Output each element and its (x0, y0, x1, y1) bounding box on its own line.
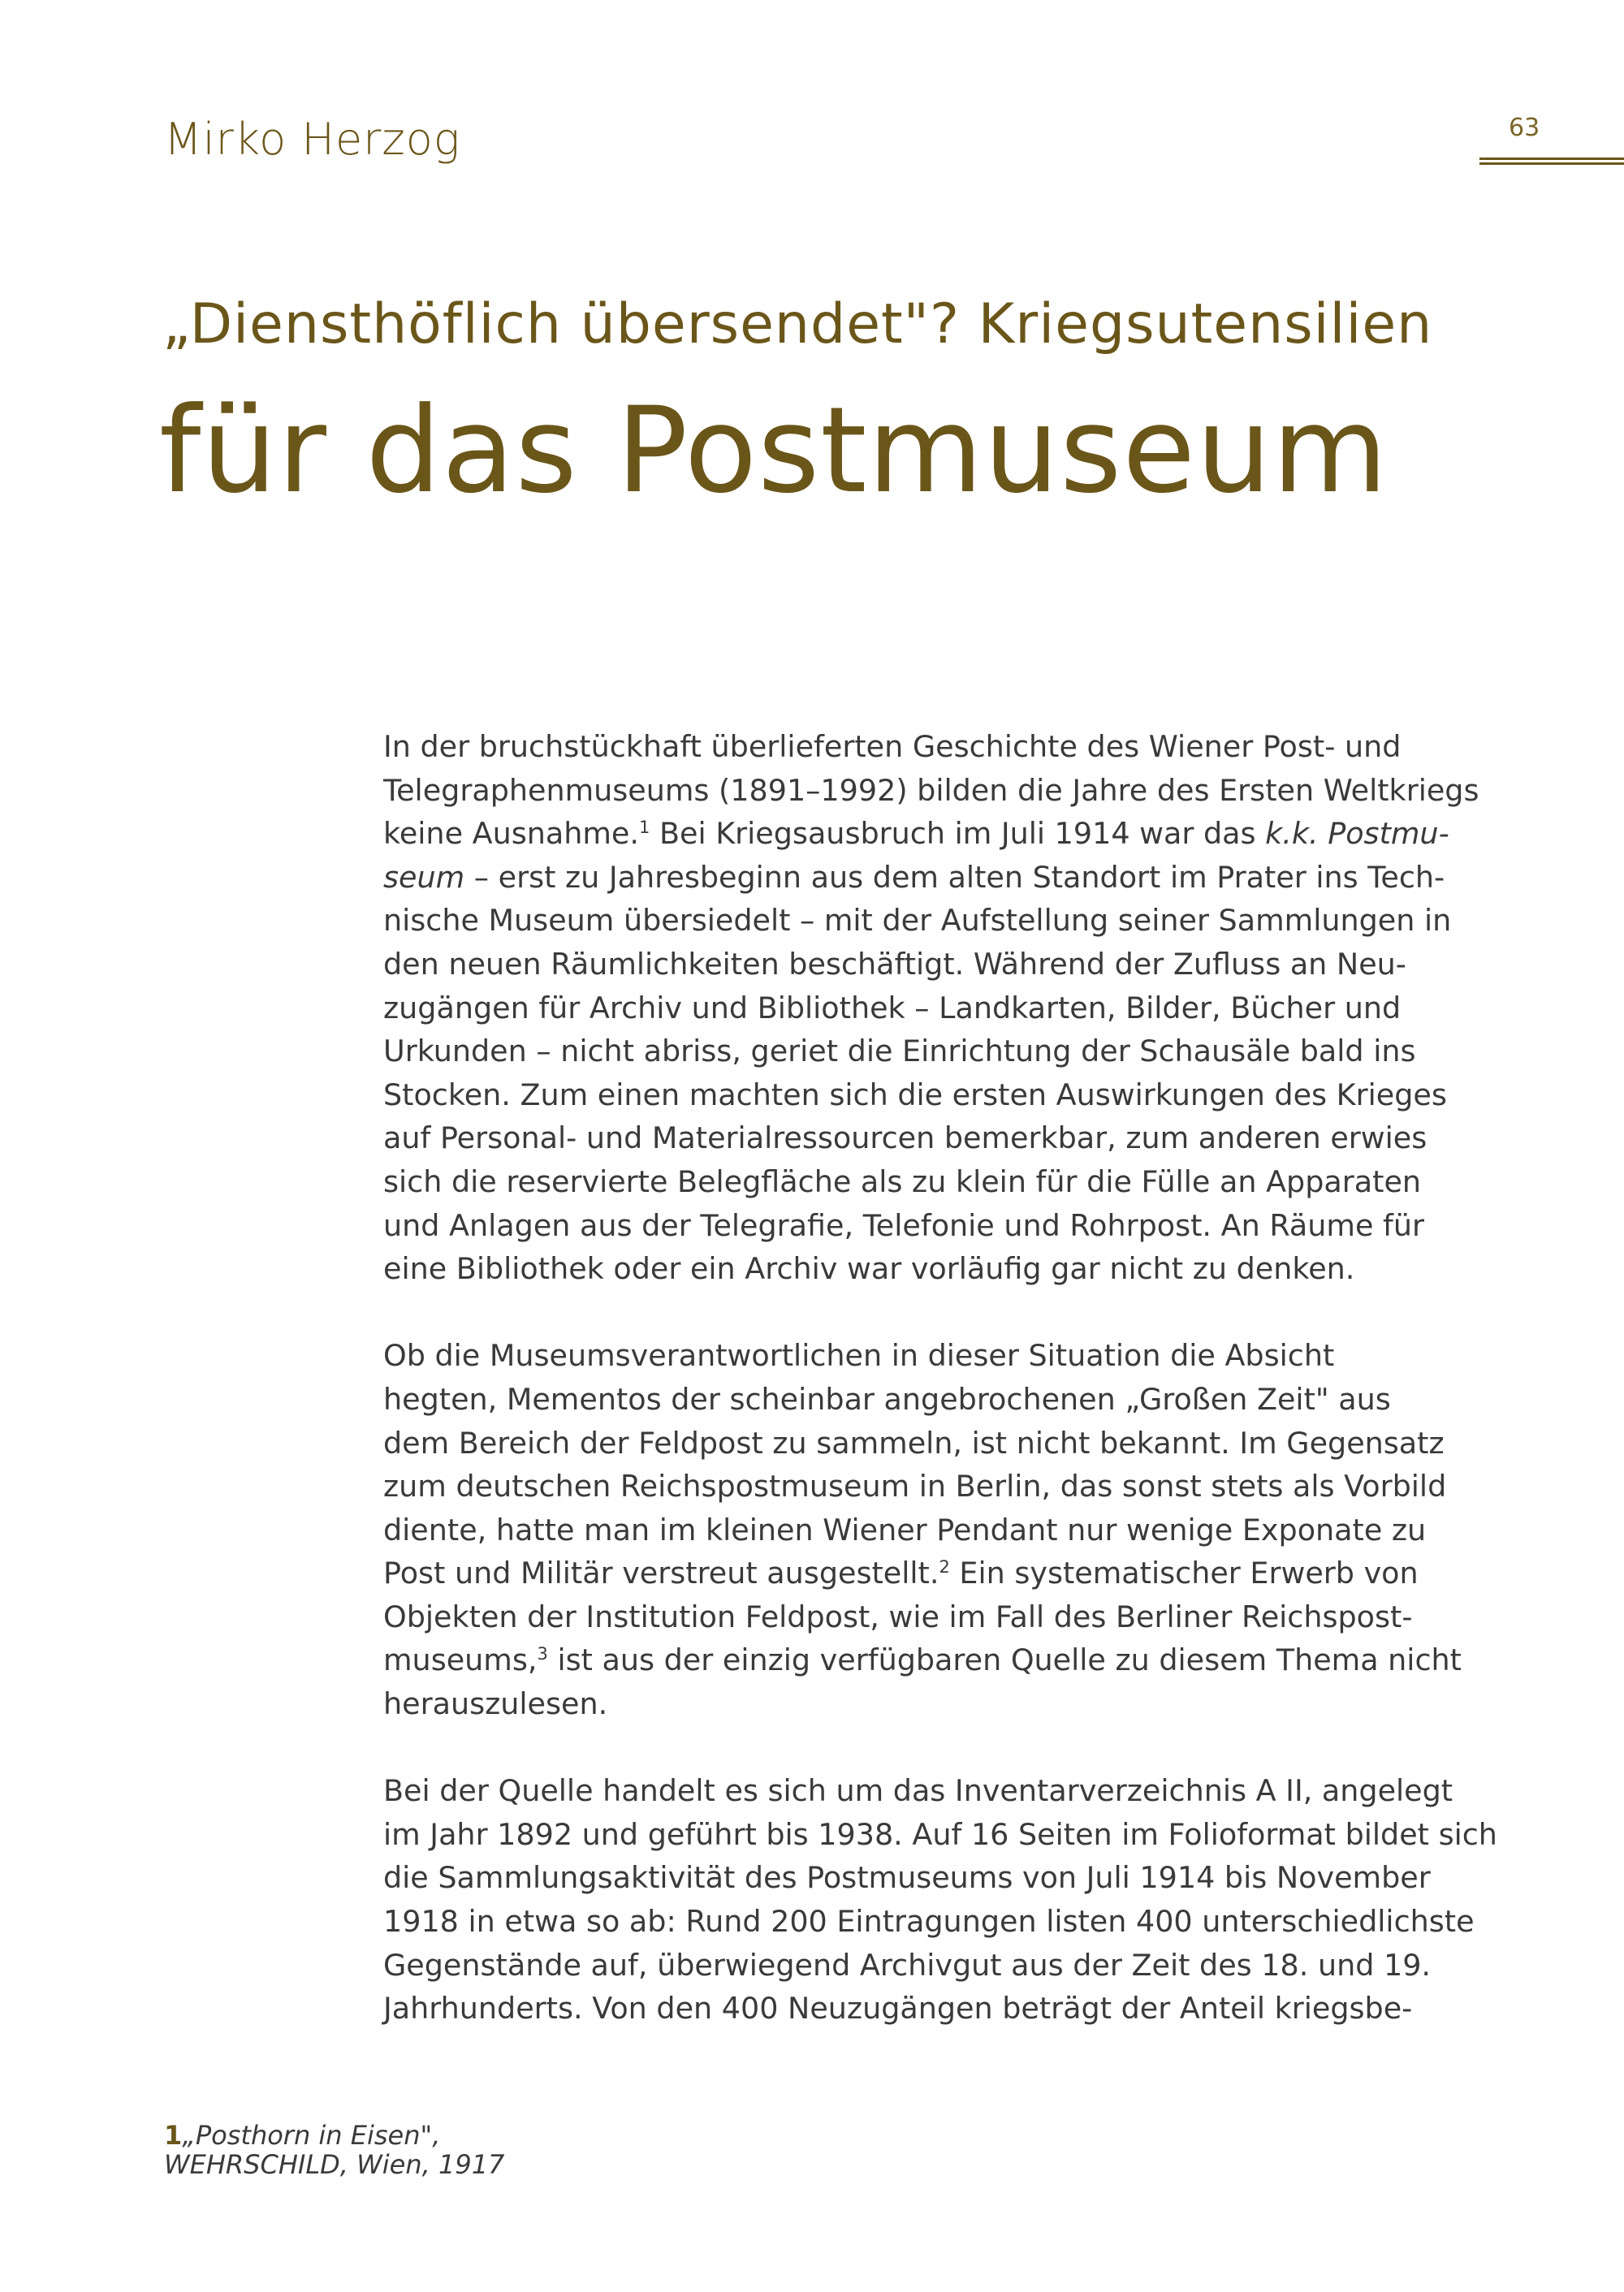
text-segment: dem Bereich der Feldpost zu sammeln, ist nicht bekannt. Im Gegensatz (383, 1425, 1445, 1461)
text-line (383, 1856, 1463, 1900)
text-line (383, 1029, 1463, 1073)
text-segment: – erst zu Jahresbeginn aus dem alten Standort im Prater ins Tech- (464, 859, 1445, 895)
text-segment: Objekten der Institution Feldpost, wie im Fall des Berliner Reichspost- (383, 1599, 1413, 1634)
text-line (383, 1378, 1463, 1422)
text-segment: Post und Militär verstreut ausgestellt. (383, 1556, 939, 1591)
text-segment: Bei der Quelle handelt es sich um das Inventarverzeichnis A II, angelegt (383, 1773, 1453, 1809)
page-number: 63 (1509, 114, 1540, 142)
text-line (383, 725, 1463, 769)
text-segment: zugängen für Archiv und Bibliothek – Landkarten, Bilder, Bücher und (383, 990, 1402, 1025)
text-line (383, 1116, 1463, 1160)
text-segment: die Sammlungsaktivität des Postmuseums von Juli 1914 bis November (383, 1860, 1431, 1896)
text-segment: Jahrhunderts. Von den 400 Neuzugängen beträgt der Anteil kriegsbe- (383, 1991, 1413, 2027)
text-line (383, 1900, 1475, 1944)
figure-caption (164, 2121, 504, 2179)
text-segment: Ein systematischer Erwerb von (949, 1556, 1419, 1591)
text-segment: Stocken. Zum einen machten sich die ersten Auswirkungen des Krieges (383, 1077, 1447, 1112)
paragraph (383, 1334, 1463, 1725)
text-segment: auf Personal- und Materialressourcen bemerkbar, zum anderen erwies (383, 1120, 1427, 1156)
footnote-ref: 1 (639, 818, 650, 838)
text-segment: Ob die Museumsverantwortlichen in dieser Situation die Absicht (383, 1338, 1335, 1374)
text-segment: hegten, Mementos der scheinbar angebrochenen „Großen Zeit" aus (383, 1381, 1391, 1417)
text-segment: sich die reservierte Belegfläche als zu klein für die Fülle an Apparaten (383, 1163, 1422, 1199)
text-segment: In der bruchstückhaft überlieferten Geschichte des Wiener Post- und (383, 729, 1402, 764)
text-line (383, 986, 1463, 1030)
text-segment: 1918 in etwa so ab: Rund 200 Eintragungen listen 400 unterschiedlichste (383, 1904, 1475, 1940)
text-segment: ist aus der einzig verfügbaren Quelle zu diesem Thema nicht (547, 1642, 1462, 1678)
footnote-ref: 3 (537, 1644, 548, 1664)
text-segment: museums, (383, 1642, 538, 1678)
text-line (383, 1595, 1463, 1639)
text-line (383, 1465, 1463, 1509)
text-segment: k.k. Postmu- (1265, 816, 1449, 852)
article-subtitle: „Diensthöflich übersendet"? Kriegsutensilien (162, 292, 1433, 356)
paragraph (383, 1769, 1497, 2031)
article-title: für das Postmuseum (159, 382, 1389, 520)
text-segment: Telegraphenmuseums (1891–1992) bilden die Jahre des Ersten Weltkriegs (383, 772, 1479, 808)
text-line (383, 1638, 1463, 1682)
text-segment: herauszulesen. (383, 1686, 608, 1722)
text-line (383, 943, 1463, 986)
footnote-ref: 2 (939, 1557, 950, 1578)
caption-line-1: „Posthorn in Eisen", (182, 2120, 441, 2151)
text-line (383, 899, 1463, 943)
author-name: Mirko Herzog (164, 114, 461, 165)
text-segment: Gegenstände auf, überwiegend Archivgut aus der Zeit des 18. und 19. (383, 1947, 1432, 1983)
text-line (383, 1073, 1463, 1117)
text-line (383, 1944, 1463, 1988)
text-line (383, 1334, 1463, 1378)
text-line (383, 1769, 1463, 1813)
text-line (383, 1204, 1463, 1248)
text-line (383, 1509, 1463, 1552)
text-segment: seum (383, 859, 465, 895)
text-line (383, 769, 1479, 813)
caption-number: 1 (164, 2120, 183, 2151)
text-segment: den neuen Räumlichkeiten beschäftigt. Während der Zufluss an Neu- (383, 946, 1406, 982)
text-segment: diente, hatte man im kleinen Wiener Pendant nur wenige Exponate zu (383, 1512, 1427, 1547)
text-line (383, 1813, 1497, 1857)
caption-line-2: WEHRSCHILD, Wien, 1917 (164, 2149, 505, 2180)
text-segment: keine Ausnahme. (383, 816, 639, 852)
text-line (383, 1987, 1463, 2031)
text-line (383, 1552, 1463, 1595)
text-segment: eine Bibliothek oder ein Archiv war vorläufig gar nicht zu denken. (383, 1251, 1355, 1287)
text-line (383, 856, 1463, 900)
text-segment: und Anlagen aus der Telegrafie, Telefonie und Rohrpost. An Räume für (383, 1207, 1424, 1243)
text-line (383, 1160, 1463, 1204)
text-line (383, 1682, 1463, 1726)
text-segment: zum deutschen Reichspostmuseum in Berlin, das sonst stets als Vorbild (383, 1469, 1447, 1504)
header-double-rule (1479, 158, 1624, 165)
text-line (383, 1247, 1463, 1291)
text-segment: Bei Kriegsausbruch im Juli 1914 war das (650, 816, 1266, 852)
paragraph (383, 725, 1479, 1291)
text-segment: Urkunden – nicht abriss, geriet die Einrichtung der Schausäle bald ins (383, 1034, 1416, 1069)
text-line (383, 812, 1463, 856)
text-line (383, 1422, 1463, 1465)
text-segment: nische Museum übersiedelt – mit der Aufstellung seiner Sammlungen in (383, 903, 1452, 939)
article-body (383, 725, 1497, 2074)
text-segment: im Jahr 1892 und geführt bis 1938. Auf 16 Seiten im Folioformat bildet sich (383, 1816, 1497, 1852)
